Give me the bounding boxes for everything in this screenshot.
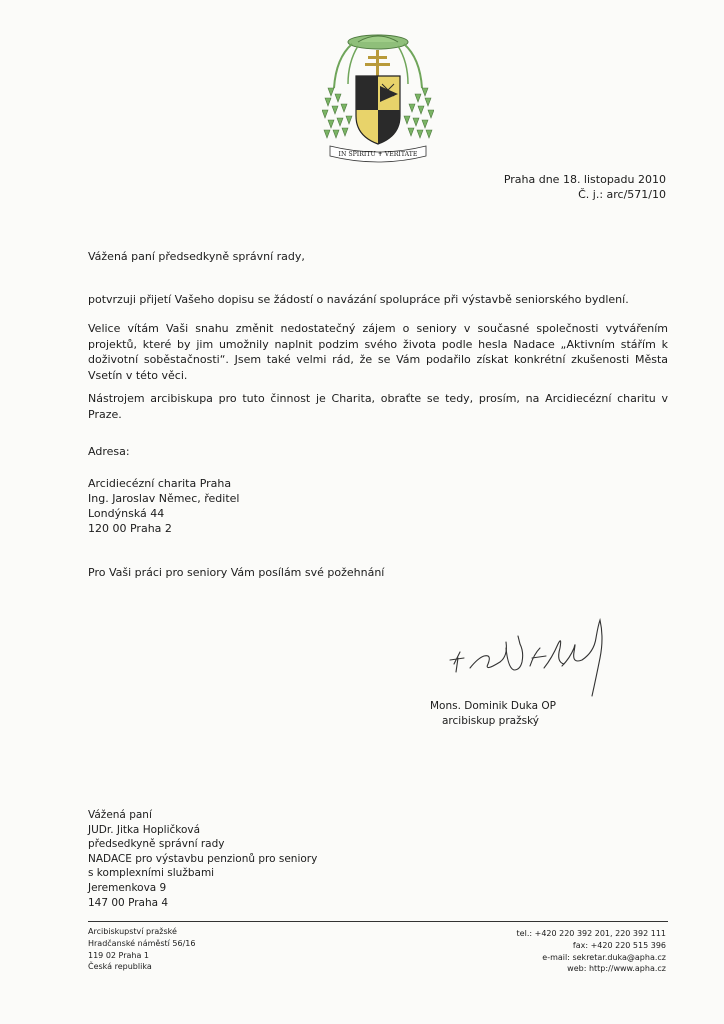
paragraph-1: potvrzuji přijetí Vašeho dopisu se žádostí o navázání spolupráce při výstavbě seniorského bydlení. bbox=[88, 293, 629, 306]
address-label: Adresa: bbox=[88, 445, 130, 458]
footer-divider bbox=[88, 921, 668, 922]
address-line: 120 00 Praha 2 bbox=[88, 522, 172, 535]
recipient-line: Vážená paní bbox=[88, 809, 152, 821]
recipient-line: Jeremenkova 9 bbox=[88, 881, 167, 894]
svg-text:IN SPIRITU ✝ VERITATE: IN SPIRITU ✝ VERITATE bbox=[338, 151, 418, 158]
salutation: Vážená paní předsedkyně správní rady, bbox=[88, 250, 305, 263]
blessing: Pro Vaši práci pro seniory Vám posílám své požehnání bbox=[88, 566, 385, 579]
coat-of-arms-icon bbox=[322, 28, 434, 168]
footer-sender-address bbox=[88, 926, 195, 973]
footer-fax: fax: +420 220 515 396 bbox=[572, 940, 666, 950]
address-line: Ing. Jaroslav Němec, ředitel bbox=[88, 492, 240, 505]
letter-date: Praha dne 18. listopadu 2010 bbox=[503, 173, 666, 186]
recipient-address bbox=[88, 808, 317, 910]
footer-line: Arcibiskupství pražské bbox=[88, 927, 177, 936]
recipient-line: s komplexními službami bbox=[88, 867, 215, 880]
paragraph-2: Velice vítám Vaši snahu změnit nedostatečný zájem o seniory v současné společnosti vytvářením projektů, které by jim umožnily naplnit podzim svého života podle hesla Nadace „Aktivním stářím k doživotní soběstačnosti“. Jsem také velmi rád, že se Vám podařilo získat konkrétní zkušenosti Města Vsetín v této věci. bbox=[88, 322, 668, 382]
signer-title: arcibiskup pražský bbox=[442, 715, 539, 727]
footer-line: 119 02 Praha 1 bbox=[88, 950, 150, 960]
reference-number: Č. j.: arc/571/10 bbox=[578, 188, 666, 201]
signature-icon bbox=[448, 618, 648, 698]
address-line: Arcidiecézní charita Praha bbox=[88, 477, 232, 490]
signer-block bbox=[430, 699, 556, 729]
footer-web: web: http://www.apha.cz bbox=[567, 964, 666, 974]
paragraph-3: Nástrojem arcibiskupa pro tuto činnost je Charita, obraťte se tedy, prosím, na Arcidiecézní charitu v Praze. bbox=[88, 392, 668, 421]
charity-address bbox=[88, 476, 239, 536]
recipient-line: 147 00 Praha 4 bbox=[88, 896, 169, 909]
footer-line: Česká republika bbox=[88, 962, 152, 972]
footer-phone: tel.: +420 220 392 201, 220 392 111 bbox=[516, 929, 666, 938]
recipient-line: předsedkyně správní rady bbox=[88, 838, 225, 851]
footer-email: e-mail: sekretar.duka@apha.cz bbox=[542, 952, 666, 962]
recipient-line: NADACE pro výstavbu penzionů pro seniory bbox=[88, 852, 318, 865]
recipient-line: JUDr. Jitka Hopličková bbox=[88, 823, 201, 836]
footer-line: Hradčanské náměstí 56/16 bbox=[88, 938, 196, 948]
signer-name: Mons. Dominik Duka OP bbox=[430, 700, 556, 712]
address-line: Londýnská 44 bbox=[88, 507, 165, 520]
dateline bbox=[504, 172, 666, 202]
footer-contacts bbox=[517, 928, 666, 975]
